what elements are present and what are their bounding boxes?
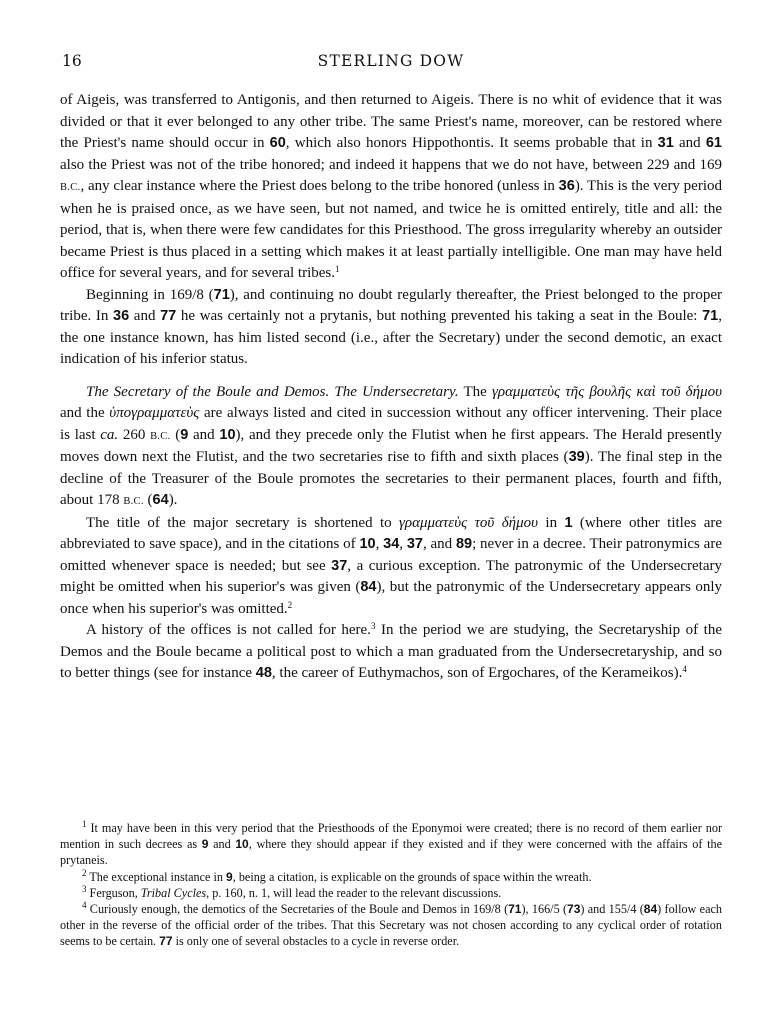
footnote-marker: 2 xyxy=(287,599,293,610)
text-run: and xyxy=(129,308,161,324)
text-run: , a curious exception. The patronymic of the Undersecretary might be omitted when his superior's was given ( xyxy=(60,557,722,595)
decree-number: 34 xyxy=(383,536,400,552)
footnote-marker: 3 xyxy=(370,621,376,632)
italic-text: γραμματεὺς τοῦ δήμου xyxy=(399,514,539,531)
italic-text: ca. xyxy=(100,426,119,443)
decree-number: 9 xyxy=(226,869,233,884)
text-run: are always listed and cited in succession without any officer intervening. Their place is last xyxy=(60,405,722,443)
text-run: ( xyxy=(143,492,153,508)
text-run: ), 166/5 ( xyxy=(521,902,568,917)
text-run: Curiously enough, the demotics of the Secretaries of the Boule and Demos in 169/8 ( xyxy=(86,902,509,917)
decree-number: 9 xyxy=(201,837,209,852)
footnotes xyxy=(60,820,722,950)
decree-number: 84 xyxy=(643,902,658,917)
text-run: In the period we are studying, the Secretaryship of the Demos and the Boule became a political post to which a man graduated from the Undersecretaryship, and so to better things (see for instance xyxy=(60,622,722,681)
footnote-marker: 1 xyxy=(335,264,340,275)
italic-text: γραμματεὺς τῆς βουλῆς καὶ τοῦ δήμου xyxy=(491,383,723,400)
text-run: and xyxy=(673,135,706,151)
running-head: STERLING DOW xyxy=(317,52,465,70)
italic-text: ὑπογραμματεὺς xyxy=(109,405,200,421)
decree-number: 10 xyxy=(219,426,236,443)
footnote-marker: 2 xyxy=(82,867,87,878)
text-run: The xyxy=(458,383,492,400)
text-run: , and xyxy=(422,536,456,552)
decree-number: 71 xyxy=(508,902,522,917)
italic-text: Tribal Cycles xyxy=(140,885,207,900)
paragraph xyxy=(60,285,722,371)
decree-number: 84 xyxy=(360,579,377,595)
text-run: , where they should appear if they existed and if they were concerned with the affairs of the prytaneis. xyxy=(60,837,722,868)
footnote xyxy=(60,885,722,901)
decree-number: 77 xyxy=(159,934,173,949)
decree-number: 36 xyxy=(558,178,575,194)
decree-number: 36 xyxy=(113,308,130,324)
footnote xyxy=(60,901,722,950)
text-run: Ferguson, xyxy=(86,885,141,900)
text-run: ) follow each other in the reverse of the official order of the tribes. That this Secretary was not chosen according to any cyclical order of rotation seems to be certain. xyxy=(60,902,722,949)
text-run: , being a citation, is explicable on the grounds of space within the wreath. xyxy=(232,869,592,884)
text-run: Beginning in 169/8 ( xyxy=(86,286,214,303)
text-run: ), and continuing no doubt regularly thereafter, the Priest belonged to the proper tribe. In xyxy=(60,286,723,324)
paragraph xyxy=(60,382,722,513)
decree-number: 77 xyxy=(160,308,177,324)
small-caps-text: B.C. xyxy=(150,430,171,442)
decree-number: 39 xyxy=(568,449,585,465)
decree-number: 37 xyxy=(331,557,348,574)
text-run: , xyxy=(375,536,384,552)
decree-number: 71 xyxy=(702,308,719,324)
text-run: in xyxy=(538,514,565,531)
footnote xyxy=(60,869,722,885)
text-run: ). This is the very period when he is praised once, as we have seen, but not named, and twice he is omitted entirely, title and all: the period, that is, when there were few candidates for this Priesthood. The gross irregularity whereby an outsider became Priest is thus placed in a setting which makes it at least partially intelligible. One man may have held office for several years, and for several tribes. xyxy=(60,178,723,281)
footnote-marker: 1 xyxy=(82,819,87,830)
text-run: also the Priest was not of the tribe honored; and indeed it happens that we do not have, between 229 and 169 xyxy=(60,156,722,173)
text-run: ; never in a decree. Their patronymics are omitted whenever space is needed; but see xyxy=(60,536,722,574)
paragraph xyxy=(60,90,722,285)
paragraph xyxy=(60,620,722,685)
text-run: It may have been in this very period that the Priesthoods of the Eponymoi were created; there is no record of them earlier nor mention in such decrees as xyxy=(60,821,722,852)
decree-number: 9 xyxy=(180,426,189,443)
page-header xyxy=(60,52,722,80)
text-run: The title of the major secretary is shortened to xyxy=(86,514,400,531)
decree-number: 71 xyxy=(213,286,230,303)
decree-number: 31 xyxy=(657,135,674,151)
decree-number: 37 xyxy=(406,536,423,552)
small-caps-text: B.C. xyxy=(60,182,81,193)
text-run: ). xyxy=(168,492,178,508)
text-run: (where other titles are abbreviated to save space), and in the citations of xyxy=(60,514,723,552)
text-run: is only one of several obstacles to a cycle in reverse order. xyxy=(172,934,460,949)
decree-number: 10 xyxy=(235,837,249,852)
body-text xyxy=(60,90,722,685)
text-run: , which also honors Hippothontis. It seems probable that in xyxy=(285,135,658,151)
text-run: ), but the patronymic of the Undersecretary appears only once when his superior's was omitted. xyxy=(60,579,722,617)
text-run: 260 xyxy=(118,426,151,443)
decree-number: 89 xyxy=(455,536,473,552)
page xyxy=(60,52,723,949)
text-run: , the one instance known, has him listed second (i.e., after the Secretary) under the second demotic, an exact indication of his inferior status. xyxy=(60,308,722,367)
decree-number: 73 xyxy=(567,902,581,917)
decree-number: 1 xyxy=(564,514,573,531)
decree-number: 10 xyxy=(359,536,376,552)
text-run: of Aigeis, was transferred to Antigonis, and then returned to Aigeis. There is no whit of evidence that it was divided or that it ever belonged to any other tribe. The same Priest's name, moreover, can be restored where the Priest's name should occur in xyxy=(60,92,722,151)
text-run: ) and 155/4 ( xyxy=(580,902,644,917)
text-run: , p. 160, n. 1, will lead the reader to the relevant discussions. xyxy=(206,885,502,900)
footnote xyxy=(60,820,722,869)
decree-number: 61 xyxy=(705,135,722,151)
text-run: he was certainly not a prytanis, but nothing prevented his taking a seat in the Boule: xyxy=(176,308,703,324)
text-run: , any clear instance where the Priest does belong to the tribe honored (unless in xyxy=(80,178,559,194)
small-caps-text: B.C. xyxy=(123,496,144,507)
text-run: A history of the offices is not called for here. xyxy=(86,622,371,638)
footnote-marker: 4 xyxy=(682,664,687,675)
text-run: and xyxy=(208,837,236,852)
footnote-marker: 4 xyxy=(82,900,87,911)
decree-number: 48 xyxy=(255,665,272,681)
text-run: ). The final step in the decline of the Treasurer of the Boule promotes the secretaries to their permanent places, fourth and fifth, about 178 xyxy=(60,449,723,508)
text-run: , xyxy=(399,536,407,552)
decree-number: 60 xyxy=(269,135,286,151)
text-run: and the xyxy=(60,405,110,421)
paragraph xyxy=(60,513,722,621)
footnote-marker: 3 xyxy=(82,883,87,894)
text-run: ), and they precede only the Flutist when he first appears. The Herald presently moves down next the Flutist, and the two secretaries rise to fifth and sixth places ( xyxy=(60,426,723,465)
page-number: 16 xyxy=(62,52,82,70)
text-run: ( xyxy=(170,426,181,443)
text-run: The exceptional instance in xyxy=(86,869,227,884)
decree-number: 64 xyxy=(152,492,169,508)
text-run: and xyxy=(188,426,220,443)
text-run: , the career of Euthymachos, son of Ergochares, of the Kerameikos). xyxy=(271,665,683,681)
italic-text: The Secretary of the Boule and Demos. The Undersecretary. xyxy=(86,383,459,400)
